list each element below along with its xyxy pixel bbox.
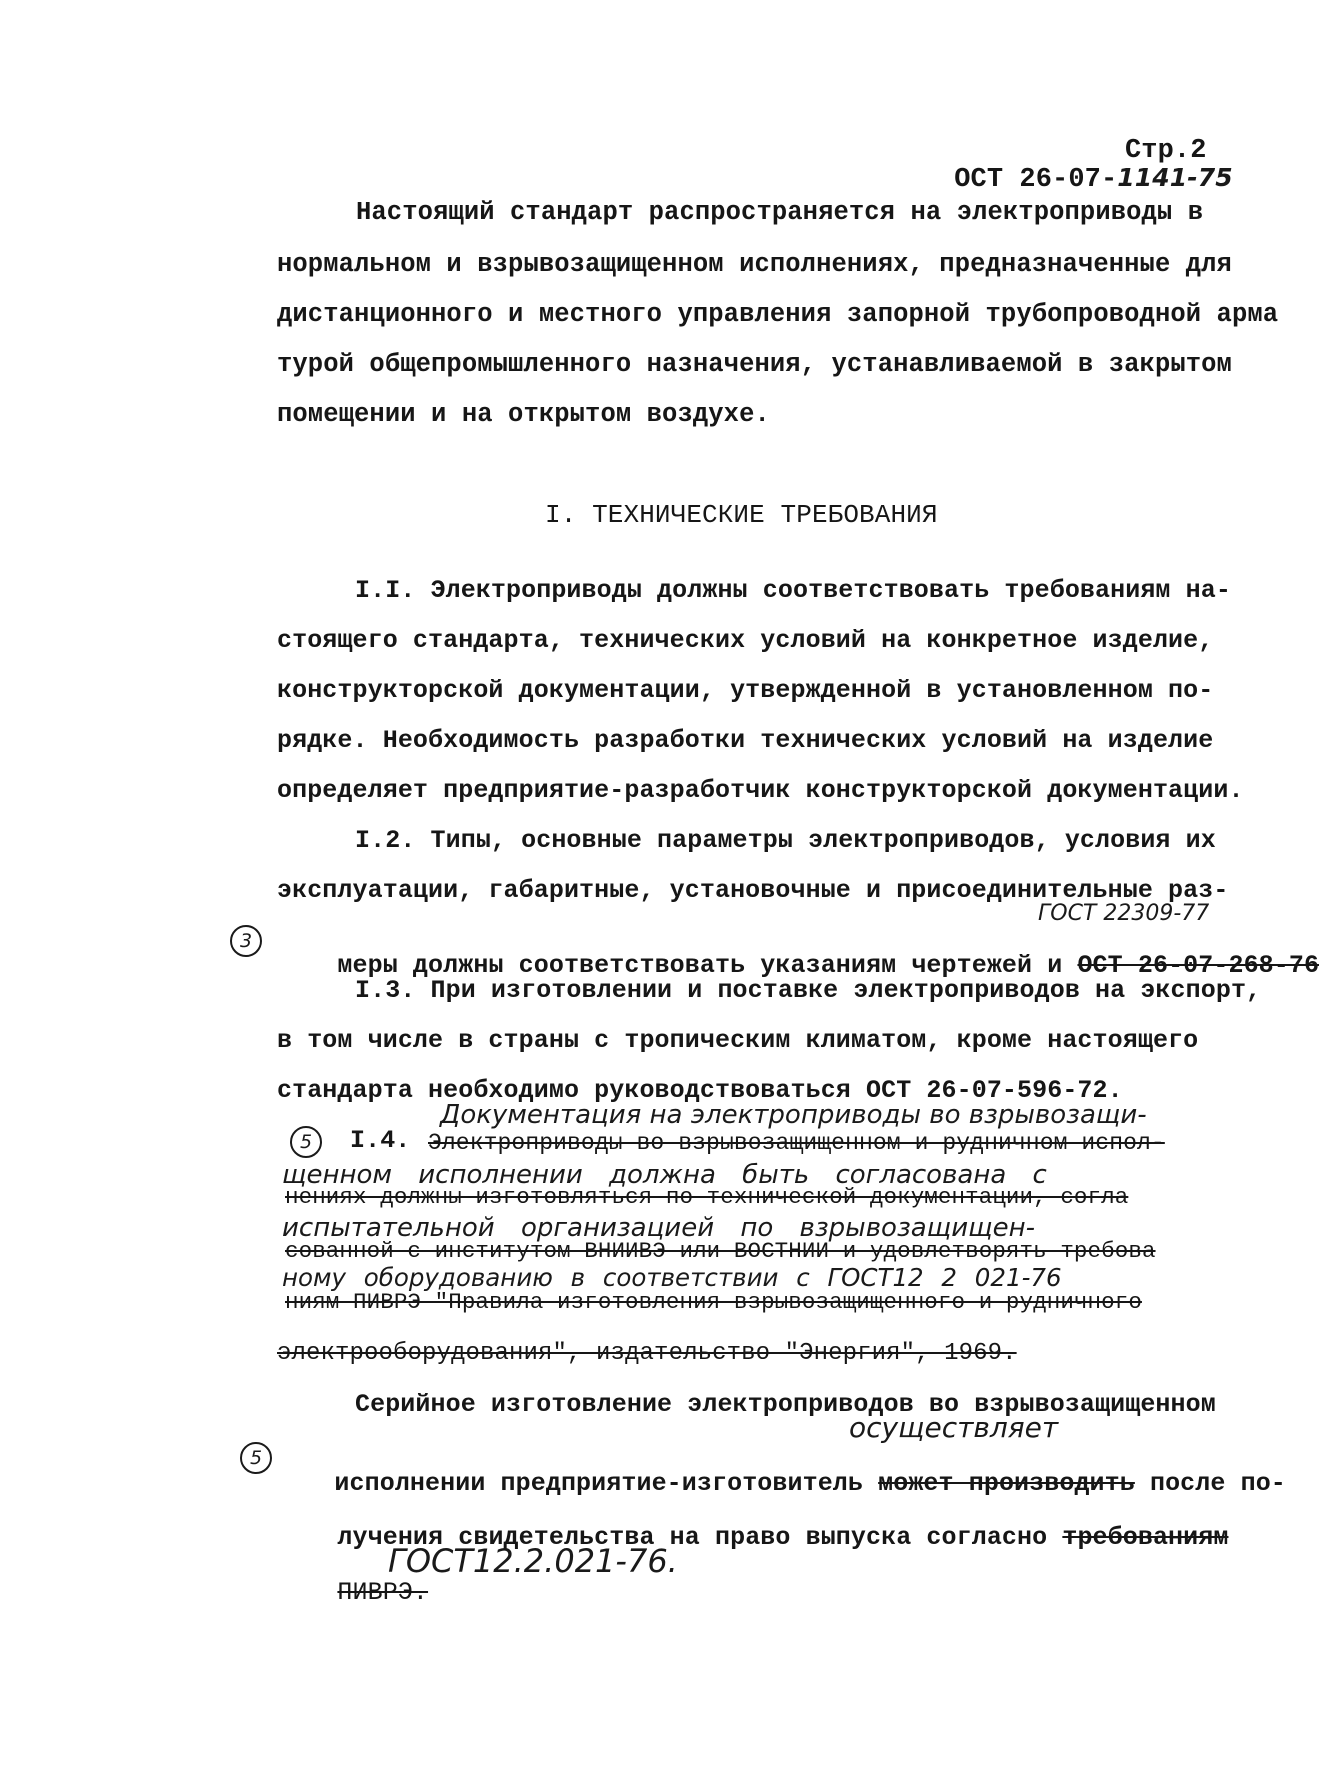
serial-line-3-a: лучения свидетельства на право выпуска согласно	[337, 1523, 1063, 1552]
clause-1-2-handwritten-ref: ГОСТ 22309-77	[1038, 901, 1210, 926]
clause-1-4-struck-line-4: ниям ПИВРЭ "Правила изготовления взрывозащищенного и рудничного	[285, 1289, 1142, 1315]
clause-1-3-line-3: стандарта необходимо руководствоваться ОСТ 26-07-596-72.	[277, 1076, 1123, 1105]
clause-1-4-number: I.4.	[350, 1126, 411, 1155]
intro-line-1: Настоящий стандарт распространяется на электроприводы в	[356, 198, 1204, 227]
clause-1-2-line-1: I.2. Типы, основные параметры электроприводов, условия их	[355, 826, 1216, 855]
document-code-handwritten: 1141-75	[1117, 163, 1233, 192]
serial-line-4-hand: ГОСТ12.2.021-76.	[388, 1542, 678, 1580]
clause-1-1-line-3: конструкторской документации, утвержденной в установленном по-	[277, 676, 1214, 705]
clause-1-2-line-3-text: меры должны соответствовать указаниям чертежей и	[337, 951, 1078, 980]
clause-1-4-hand-line-4: ному оборудованию в соответствии с ГОСТ12 2 021-76	[282, 1263, 1062, 1292]
section-title: I. ТЕХНИЧЕСКИЕ ТРЕБОВАНИЯ	[545, 500, 938, 530]
clause-1-4-struck-line-2: нениях должны изготовляться по технической документации, согла	[285, 1184, 1129, 1210]
serial-line-4-struck: ПИВРЭ.	[337, 1578, 429, 1607]
serial-line-2-a: исполнении предприятие-изготовитель	[334, 1469, 879, 1498]
clause-1-4-struck-line-3: сованной с институтом ВНИИВЭ или ВОСТНИИ и удовлетворять требова	[285, 1238, 1156, 1264]
clause-1-1-line-5: определяет предприятие-разработчик конструкторской документации.	[277, 776, 1244, 805]
revision-mark-3: 3	[230, 925, 262, 957]
intro-line-4: турой общепромышленного назначения, устанавливаемой в закрытом	[277, 350, 1232, 379]
serial-line-2-struck: может производить	[878, 1469, 1135, 1498]
intro-line-3: дистанционного и местного управления запорной трубопроводной арма	[277, 300, 1279, 329]
clause-1-4-hand-line-2: щенном исполнении должна быть согласована с	[282, 1160, 1047, 1190]
document-code-prefix: ОСТ 26-07-	[954, 165, 1118, 195]
intro-line-5: помещении и на открытом воздухе.	[277, 400, 770, 429]
revision-mark-5-clause: 5	[290, 1126, 322, 1158]
clause-1-4-struck-line-5: электрооборудования", издательство "Энергия", 1969.	[277, 1340, 1017, 1367]
clause-1-2-struck-ref: ОСТ 26-07-268-76	[1077, 951, 1319, 980]
clause-1-3-line-1: I.3. При изготовлении и поставке электроприводов на экспорт,	[355, 976, 1262, 1005]
clause-1-3-line-2: в том числе в страны с тропическим климатом, кроме настоящего	[277, 1026, 1199, 1055]
clause-1-2-line-2: эксплуатации, габаритные, установочные и присоединительные раз-	[277, 876, 1229, 905]
intro-line-2: нормальном и взрывозащищенном исполнениях, предназначенные для	[277, 250, 1232, 279]
serial-line-2-b: после по-	[1134, 1469, 1286, 1498]
clause-1-4-hand-line-3: испытательной организацией по взрывозащищен-	[282, 1213, 1035, 1243]
revision-mark-5-serial: 5	[240, 1442, 272, 1474]
serial-hand-insertion: осуществляет	[849, 1411, 1059, 1444]
clause-1-4-hand-line-1: Документация на электроприводы во взрывозащи-	[440, 1100, 1147, 1130]
clause-1-1-line-1: I.I. Электроприводы должны соответствовать требованиям на-	[355, 576, 1231, 605]
page-number: Стр.2	[1125, 136, 1207, 166]
clause-1-1-line-2: стоящего стандарта, технических условий на конкретное изделие,	[277, 626, 1214, 655]
clause-1-4-struck-line-1: Электроприводы во взрывозащищенном и рудничном испол-	[428, 1130, 1165, 1156]
serial-line-3-struck: требованиям	[1062, 1523, 1229, 1552]
serial-line-1: Серийное изготовление электроприводов во взрывозащищенном	[355, 1390, 1216, 1419]
clause-1-1-line-4: рядке. Необходимость разработки технических условий на изделие	[277, 726, 1214, 755]
